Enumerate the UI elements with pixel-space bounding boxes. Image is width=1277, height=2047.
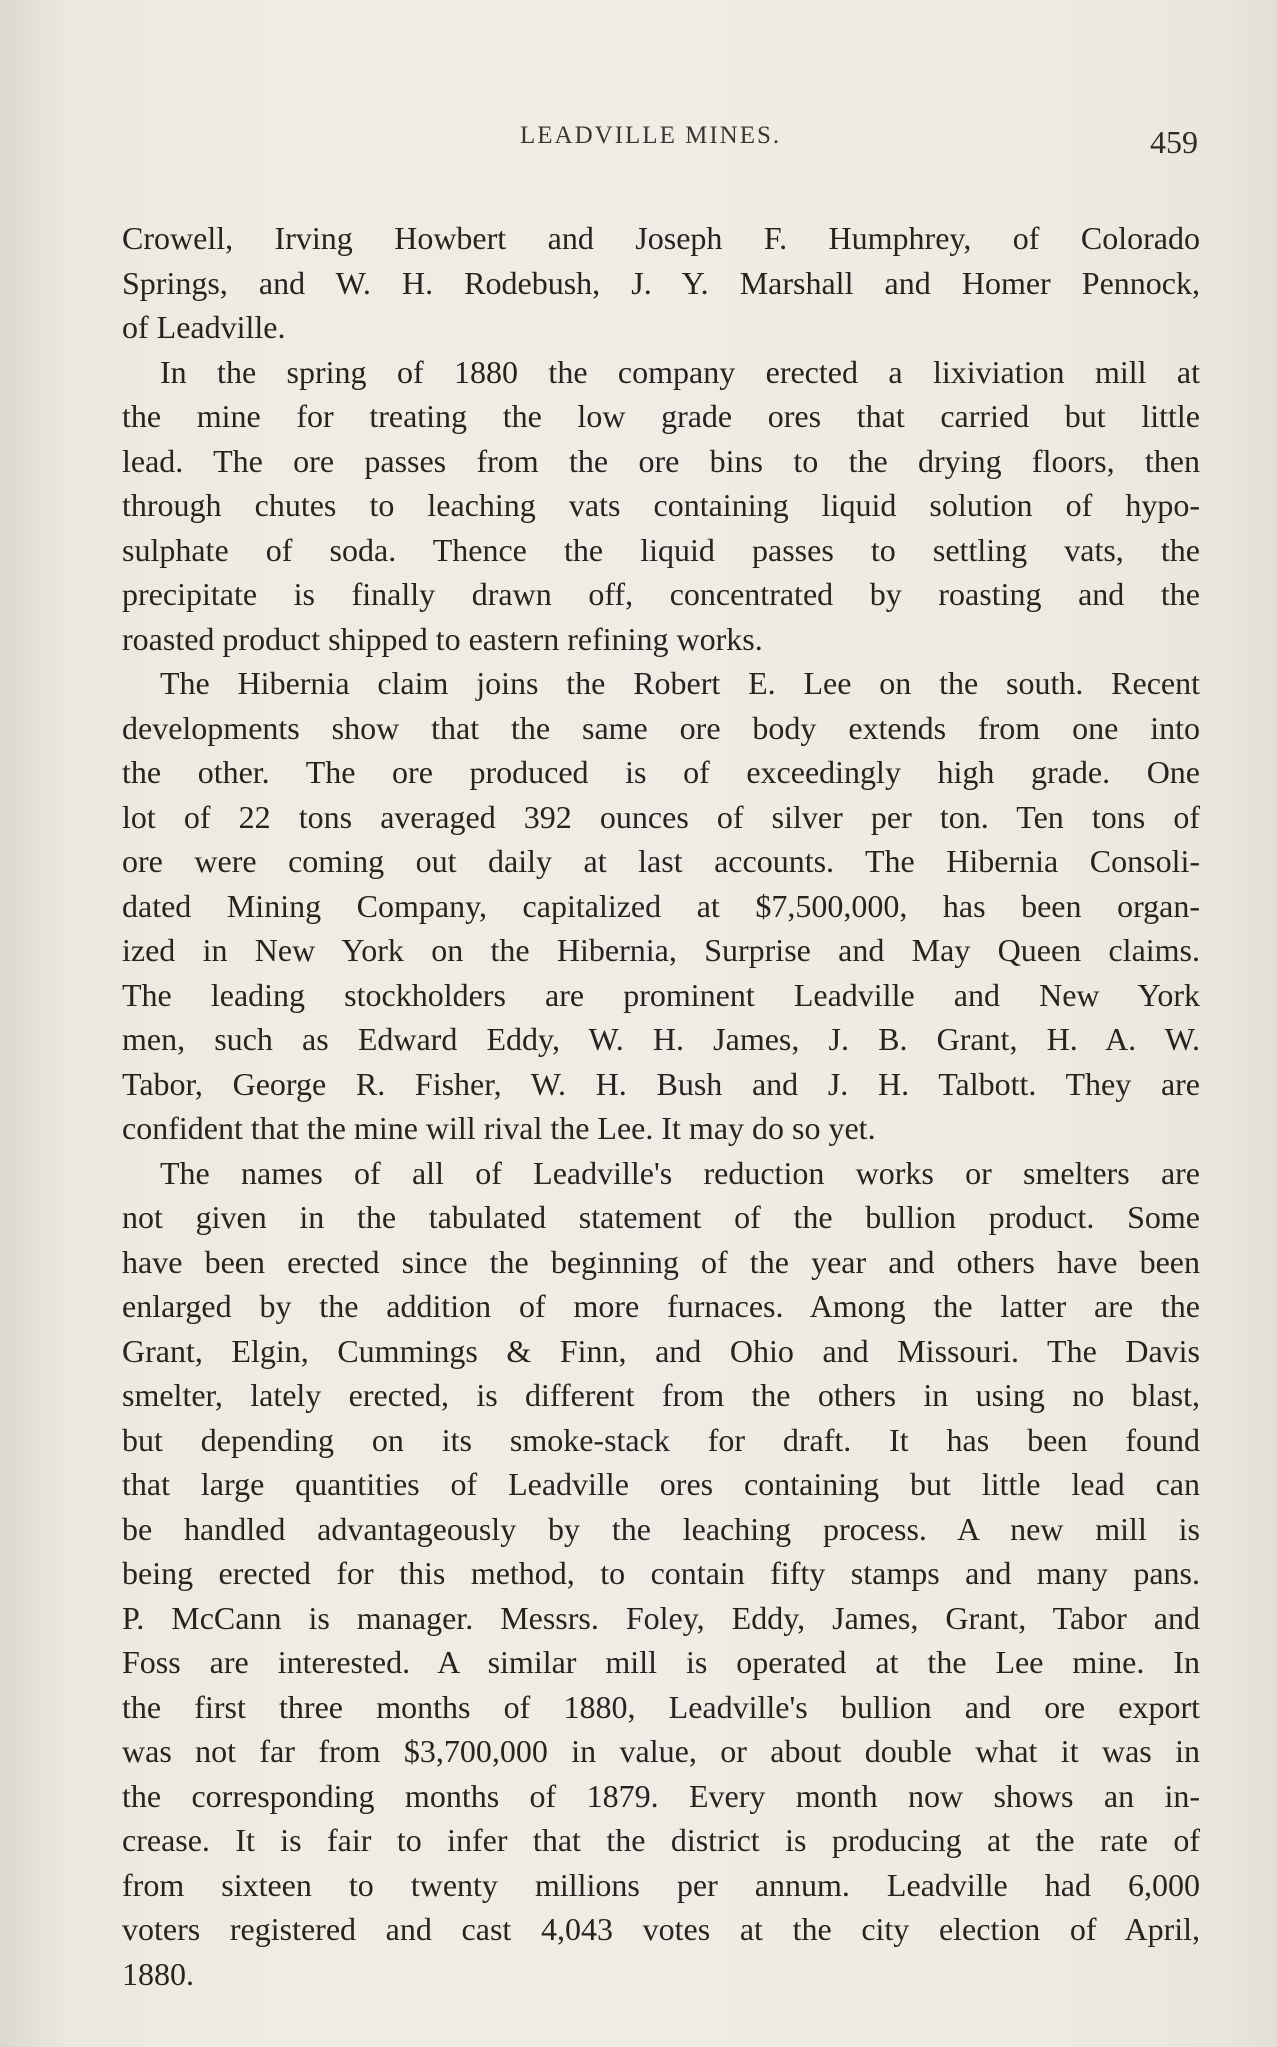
text-line: the other. The ore produced is of exceedingly high grade. One (122, 754, 1200, 790)
text-line: Foss are interested. A similar mill is operated at the Lee mine. In (122, 1644, 1200, 1680)
text-line: Grant, Elgin, Cummings & Finn, and Ohio and Missouri. The Davis (122, 1332, 1200, 1369)
text-line: the mine for treating the low grade ores that carried but little (122, 398, 1200, 434)
text-line: enlarged by the addition of more furnaces. Among the latter are the (122, 1288, 1200, 1324)
text-line: roasted product shipped to eastern refining works. (122, 620, 763, 657)
text-line: through chutes to leaching vats containing liquid solution of hypo- (122, 487, 1200, 523)
text-line: was not far from $3,700,000 in value, or about double what it was in (122, 1733, 1200, 1769)
text-line: ized in New York on the Hibernia, Surprise and May Queen claims. (122, 932, 1200, 968)
text-line: dated Mining Company, capitalized at $7,500,000, has been organ- (122, 887, 1200, 924)
text-line: lot of 22 tons averaged 392 ounces of silver per ton. Ten tons of (122, 798, 1200, 835)
text-line: men, such as Edward Eddy, W. H. James, J. B. Grant, H. A. W. (122, 1021, 1200, 1057)
text-line: of Leadville. (122, 309, 286, 345)
text-line: In the spring of 1880 the company erected a lixiviation mill at (160, 353, 1200, 390)
text-line: being erected for this method, to contain fifty stamps and many pans. (122, 1555, 1200, 1591)
running-header: LEADVILLE MINES. (520, 122, 782, 149)
text-line: the first three months of 1880, Leadville's bullion and ore export (122, 1688, 1200, 1725)
text-line: not given in the tabulated statement of the bullion product. Some (122, 1199, 1200, 1235)
page-number: 459 (1150, 124, 1198, 160)
text-line: the corresponding months of 1879. Every month now shows an in- (122, 1777, 1200, 1814)
body-text (122, 216, 1200, 1996)
text-line: confident that the mine will rival the Lee. It may do so yet. (122, 1110, 876, 1146)
text-line: that large quantities of Leadville ores containing but little lead can (122, 1466, 1200, 1502)
text-line: precipitate is finally drawn off, concentrated by roasting and the (122, 576, 1200, 612)
text-line: from sixteen to twenty millions per annum. Leadville had 6,000 (122, 1866, 1200, 1903)
text-line: be handled advantageously by the leaching process. A new mill is (122, 1510, 1200, 1547)
text-line: 1880. (122, 1955, 194, 1992)
text-line: sulphate of soda. Thence the liquid passes to settling vats, the (122, 531, 1200, 568)
text-line: Crowell, Irving Howbert and Joseph F. Humphrey, of Colorado (122, 220, 1200, 256)
text-line: The Hibernia claim joins the Robert E. Lee on the south. Recent (160, 665, 1200, 701)
text-line: The names of all of Leadville's reduction works or smelters are (160, 1154, 1200, 1191)
text-line: P. McCann is manager. Messrs. Foley, Eddy, James, Grant, Tabor and (122, 1599, 1200, 1636)
text-line: have been erected since the beginning of the year and others have been (122, 1243, 1200, 1280)
text-line: but depending on its smoke-stack for draft. It has been found (122, 1421, 1200, 1458)
text-line: ore were coming out daily at last accounts. The Hibernia Consoli- (122, 843, 1200, 879)
text-line: voters registered and cast 4,043 votes at the city election of April, (122, 1911, 1200, 1947)
text-line: smelter, lately erected, is different from the others in using no blast, (122, 1377, 1200, 1413)
text-line: lead. The ore passes from the ore bins to the drying floors, then (122, 442, 1200, 479)
text-line: Tabor, George R. Fisher, W. H. Bush and J. H. Talbott. They are (122, 1065, 1200, 1102)
text-line: developments show that the same ore body extends from one into (122, 709, 1200, 746)
text-line: Springs, and W. H. Rodebush, J. Y. Marshall and Homer Pennock, (122, 264, 1200, 301)
text-line: crease. It is fair to infer that the district is producing at the rate of (122, 1822, 1200, 1858)
text-line: The leading stockholders are prominent Leadville and New York (122, 976, 1200, 1013)
